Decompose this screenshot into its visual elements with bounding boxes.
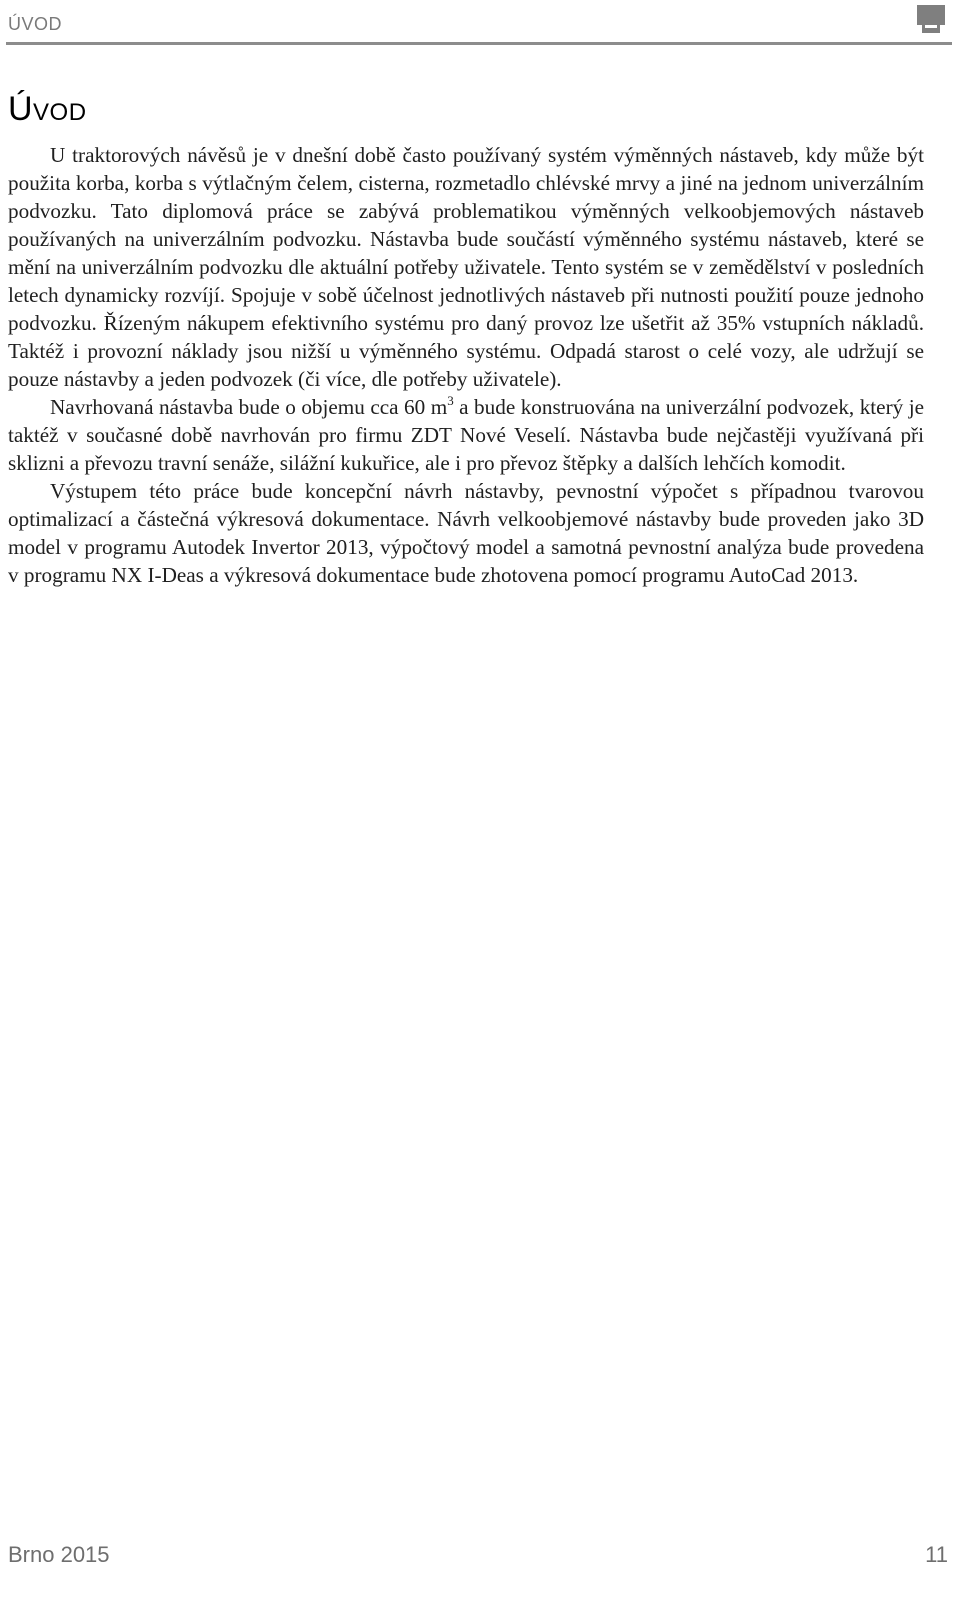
paragraph — [8, 393, 924, 477]
gray-corner-logo-icon — [916, 4, 946, 34]
paragraph-text: a bude konstruována na univerzální podvozek, který je taktéž v současné době navrhován pro firmu ZDT Nové Veselí. Nástavba bude nejčastěji využívaná při sklizni a převozu travní senáže, silážní kukuřice, ale i pro převoz štěpky a dalších lehčích komodit. — [8, 395, 924, 475]
footer-place-year: Brno 2015 — [8, 1542, 110, 1567]
body-text — [8, 141, 924, 589]
running-header — [6, 0, 952, 46]
paragraph: U traktorových návěsů je v dnešní době často používaný systém výměnných nástaveb, kdy může být použita korba, korba s výtlačným čelem, cisterna, rozmetadlo chlévské mrvy a jiné na jednom univerzálním podvozku. Tato diplomová práce se zabývá problematikou výměnných velkoobjemových nástaveb používaných na univerzálním podvozku. Nástavba bude součástí výměnného systému nástaveb, které se mění na univerzálním podvozku dle aktuální potřeby uživatele. Tento systém se v zemědělství v posledních letech dynamicky rozvíjí. Spojuje v sobě účelnost jednotlivých nástaveb při nutnosti použití pouze jednoho podvozku. Řízeným nákupem efektivního systému pro daný provoz lze ušetřit až 35% vstupních nákladů. Taktéž i provozní náklady jsou nižší u výměnného systému. Odpadá starost o celé vozy, ale udržují se pouze nástavby a jeden podvozek (či více, dle potřeby uživatele). — [8, 143, 924, 391]
chapter-title: Úvod — [8, 90, 87, 128]
section-label: ÚVOD — [8, 14, 63, 34]
header-divider — [6, 42, 952, 45]
paragraph-text: Navrhovaná nástavba bude o objemu cca 60 m — [50, 395, 448, 419]
superscript: 3 — [447, 393, 454, 408]
paragraph: Výstupem této práce bude koncepční návrh nástavby, pevnostní výpočet s případnou tvarovou optimalizací a částečná výkresová dokumentace. Návrh velkoobjemové nástavby bude proveden jako 3D model v programu Autodek Invertor 2013, výpočtový model a samotná pevnostní analýza bude provedena v programu NX I-Deas a výkresová dokumentace bude zhotovena pomocí programu AutoCad 2013. — [8, 479, 924, 587]
page-number: 11 — [925, 1542, 948, 1567]
